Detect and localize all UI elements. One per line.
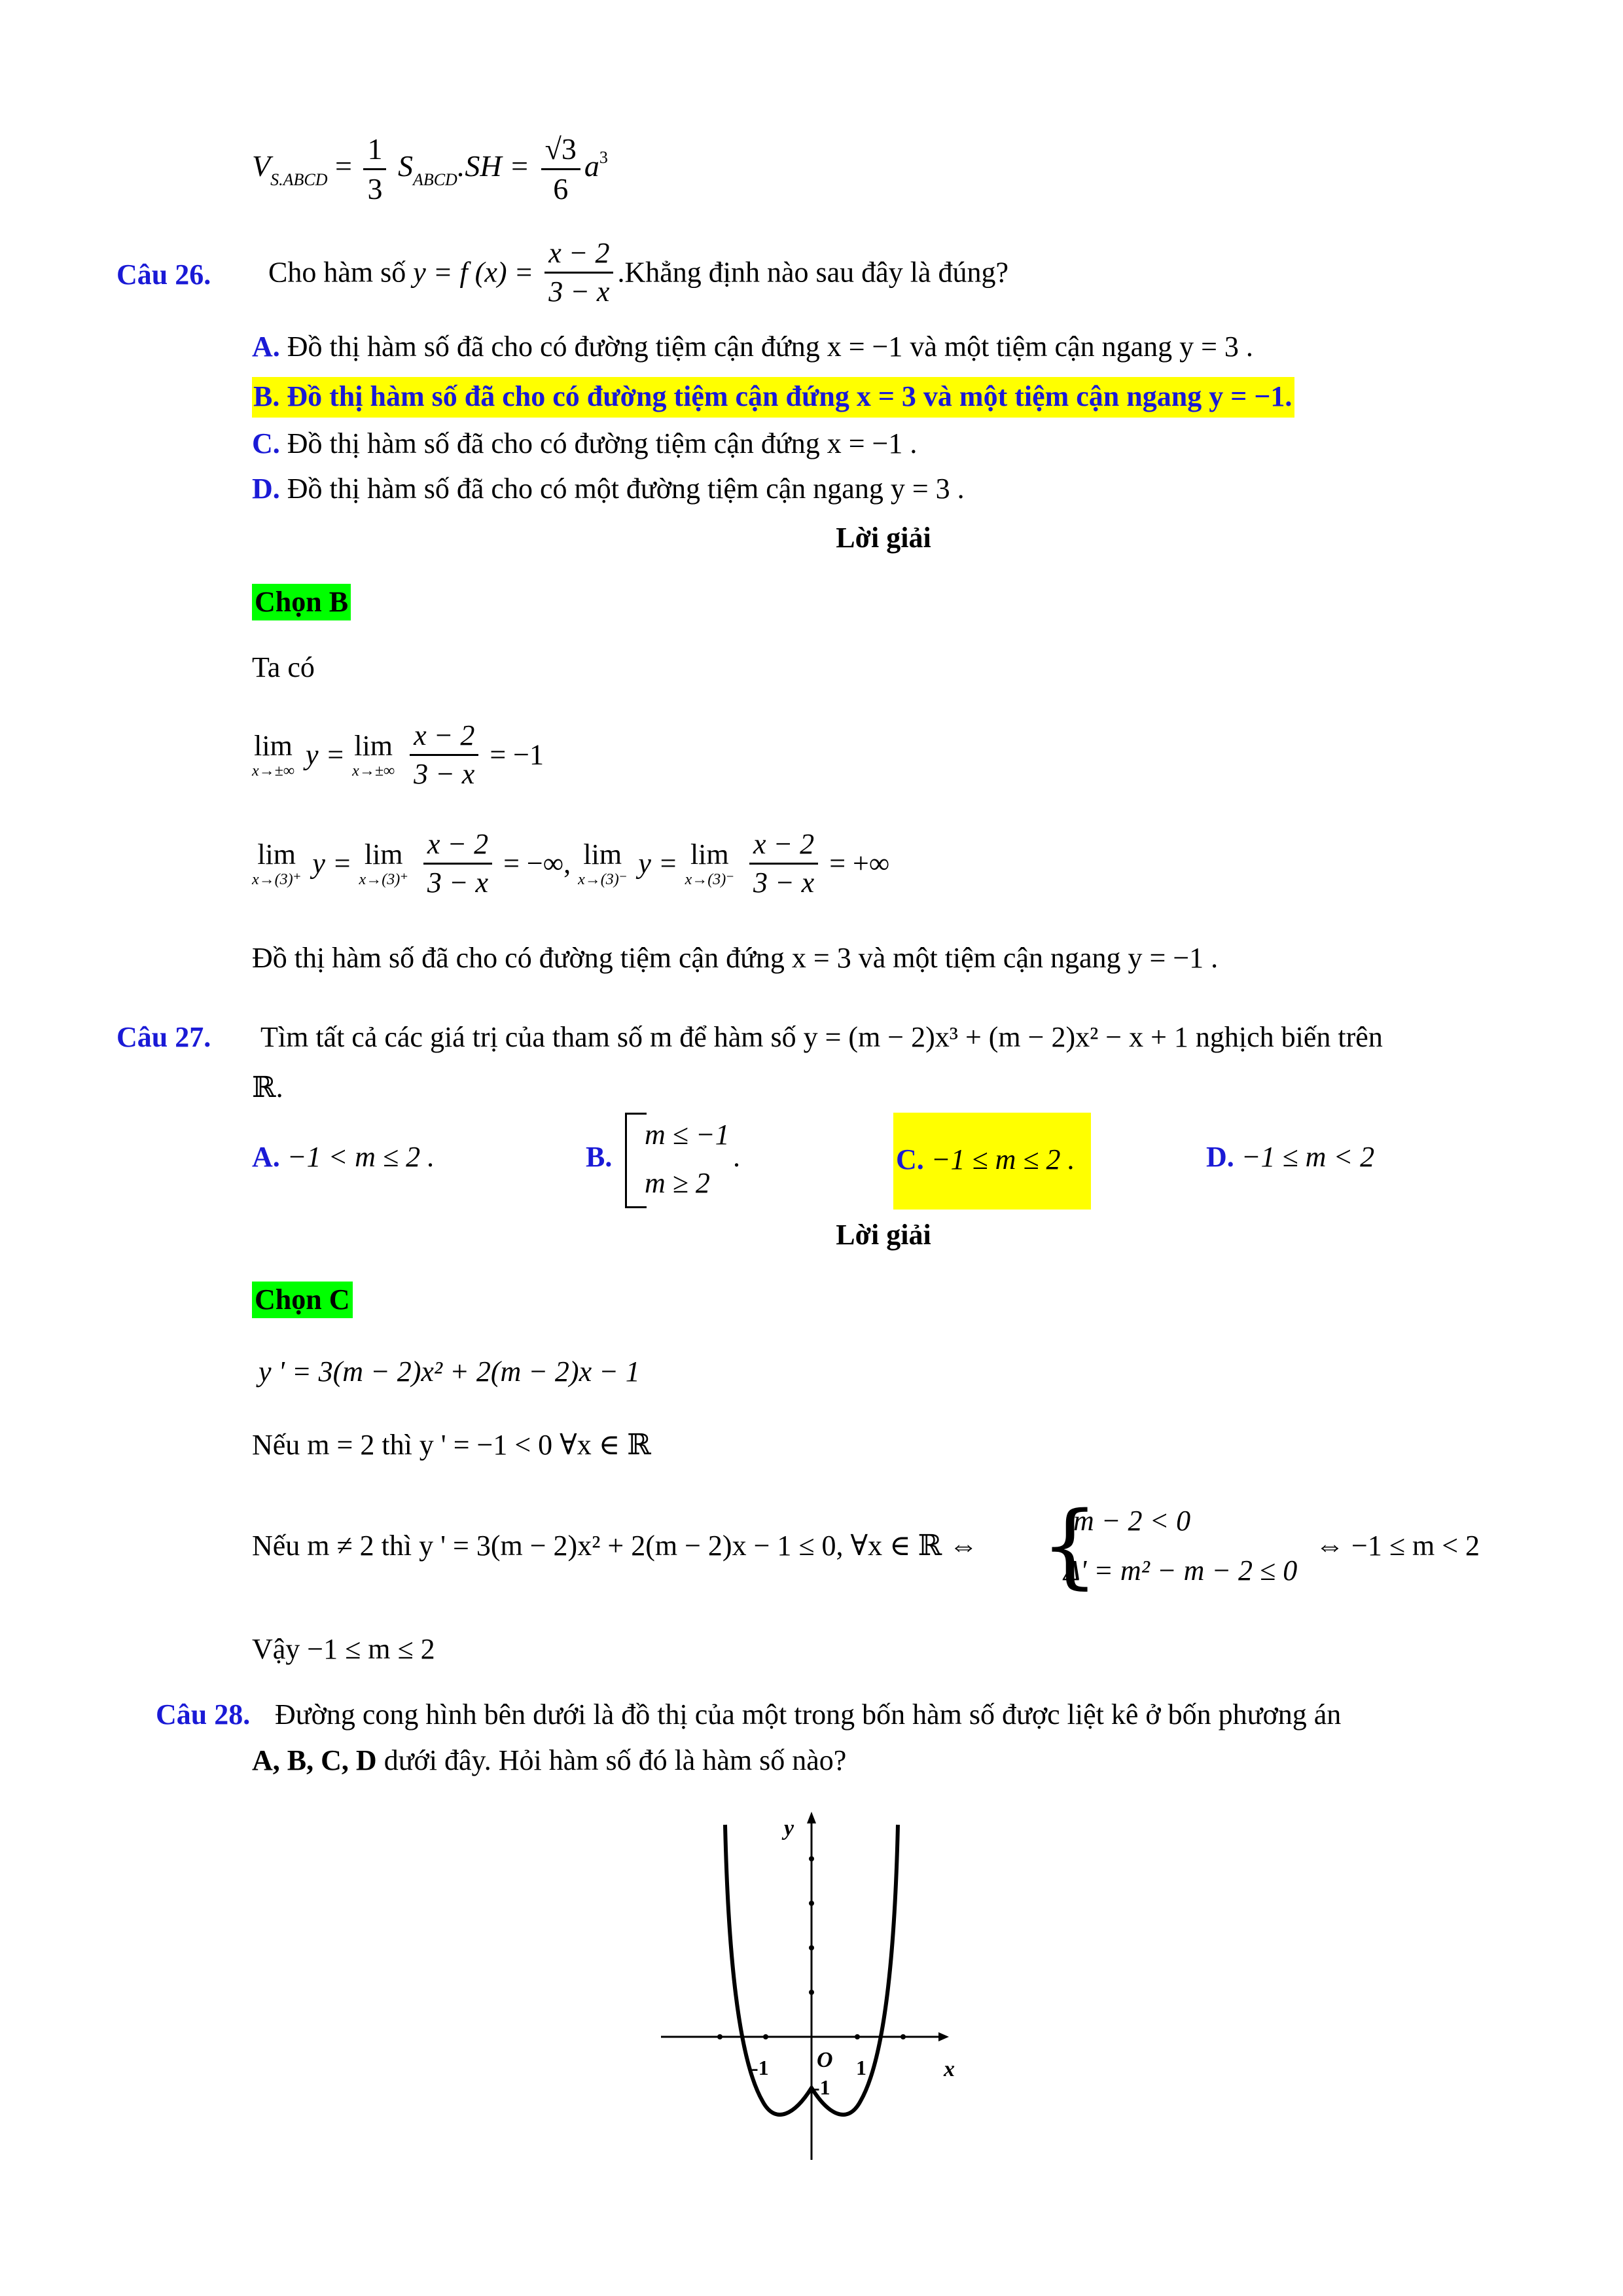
x-tick-dot [763, 2034, 768, 2039]
x-axis-label: x [944, 2057, 955, 2081]
q28-function-graph [622, 1806, 988, 2173]
q28-label: Câu 28. [156, 1698, 251, 1731]
q27-label: Câu 27. [116, 1021, 211, 1053]
q26-function-fraction: $\frac{x - 2}{3 - x}$ [544, 239, 613, 306]
q27-answer-badge: Chọn C [252, 1282, 353, 1318]
limit-symbol: lim x→(3)⁻ [578, 838, 628, 888]
x-pos-one-label: 1 [856, 2056, 866, 2079]
limit-symbol: lim x→(3)⁺ [252, 838, 302, 888]
q27-solution-heading: Lời giải [836, 1219, 931, 1251]
area-subscript: ABCD [412, 170, 457, 190]
q26-option-c[interactable]: C. Đồ thị hàm số đã cho có đường tiệm cận đứng x = −1 . [252, 427, 918, 459]
q27-final: Vậy −1 ≤ m ≤ 2 [252, 1633, 435, 1665]
y-axis-arrow-icon [807, 1812, 816, 1823]
q27-option-c[interactable]: C. −1 ≤ m ≤ 2 . [893, 1113, 1091, 1210]
y-tick-dot [809, 1901, 814, 1906]
q26-option-a[interactable]: A. Đồ thị hàm số đã cho có đường tiệm cận đứng x = −1 và một tiệm cận ngang y = 3 . [252, 331, 1253, 363]
q26-solution-heading: Lời giải [836, 522, 931, 554]
q26-option-b[interactable]: B. Đồ thị hàm số đã cho có đường tiệm cận đứng x = 3 và một tiệm cận ngang y = −1. [252, 377, 1294, 418]
q26-option-d[interactable]: D. Đồ thị hàm số đã cho có một đường tiệm cận ngang y = 3 . [252, 473, 965, 505]
q27-stem: Tìm tất cả các giá trị của tham số m để hàm số y = (m − 2)x³ + (m − 2)x² − x + 1 nghịch biến trên [260, 1021, 1383, 1053]
volume-subscript: S.ABCD [270, 170, 328, 190]
fraction-sqrt3-over-6: $\frac{√3}{6}$ [541, 134, 580, 204]
q26-conclusion: Đồ thị hàm số đã cho có đường tiệm cận đứng x = 3 và một tiệm cận ngang y = −1 . [252, 942, 1219, 974]
q27-derivative: y ' = 3(m − 2)x² + 2(m − 2)x − 1 [259, 1355, 640, 1388]
x-neg-one-label: -1 [751, 2056, 769, 2079]
x-tick-dot [855, 2034, 860, 2039]
height-term: .SH = [457, 149, 530, 183]
y-neg-one-label: -1 [813, 2075, 830, 2099]
q26-label: Câu 26. [116, 259, 211, 291]
q26-answer-badge: Chọn B [252, 584, 351, 620]
x-tick-dot [901, 2034, 906, 2039]
q27-stem-line2: ℝ. [252, 1071, 283, 1103]
q26-stem: Cho hàm số y = f (x) = $\frac{x - 2}{3 - x}$ .Khẳng định nào sau đây là đúng? [268, 237, 1008, 308]
q27-case-1: Nếu m = 2 thì y ' = −1 < 0 ∀x ∈ ℝ [252, 1429, 651, 1461]
limit-symbol: lim x→(3)⁻ [685, 838, 734, 888]
y-tick-dot [809, 1856, 814, 1861]
q26-limit-2: lim x→(3)⁺ y = lim x→(3)⁺ $\frac{x - 2}{3 - x}$ = −∞, lim x→(3)⁻ y = lim x→(3)⁻ $\frac{x - 2}{3 - x}$ = +∞ [252, 828, 890, 899]
bracket-system [625, 1113, 647, 1208]
x-axis-arrow-icon [938, 2032, 949, 2041]
q26-limit-1: lim x→±∞ y = lim x→±∞ $\frac{x - 2}{3 - x}$ = −1 [252, 719, 544, 790]
q27-option-a[interactable]: A. −1 < m ≤ 2 . [252, 1141, 435, 1173]
header-formula: $V_{S.ABCD}$ = $\frac{1}{3}$ $S_{ABCD}.SH$ = $\frac{√3}{6}$ $a^3$ [252, 132, 608, 206]
q26-intro: Ta có [252, 651, 315, 683]
volume-symbol: V [252, 149, 271, 183]
origin-label: O [817, 2048, 833, 2072]
y-tick-dot [809, 1945, 814, 1950]
limit-symbol: lim x→(3)⁺ [359, 838, 408, 888]
x-tick-dot [717, 2034, 722, 2039]
q28-stem-line1: Đường cong hình bên dưới là đồ thị của một trong bốn hàm số được liệt kê ở bốn phương án [275, 1698, 1342, 1731]
brace-system: { [1041, 1492, 1099, 1599]
limit-symbol: lim x→±∞ [252, 729, 294, 780]
q28-stem-line2: A, B, C, D dưới đây. Hỏi hàm số đó là hàm số nào? [252, 1744, 847, 1776]
fraction-one-third: $\frac{1}{3}$ [363, 134, 386, 204]
y-tick-dot [809, 1990, 814, 1995]
q27-option-d[interactable]: D. −1 ≤ m < 2 [1206, 1141, 1375, 1173]
y-axis-label: y [784, 1816, 794, 1840]
limit-symbol: lim x→±∞ [352, 729, 395, 780]
area-symbol: S [397, 149, 413, 183]
